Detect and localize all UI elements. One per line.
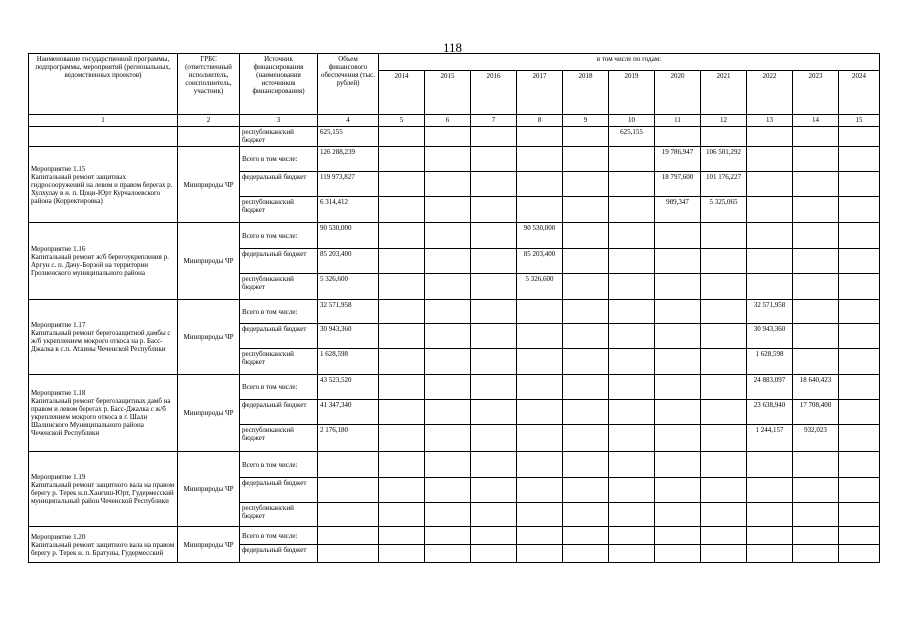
year-value-2023 (793, 249, 839, 274)
header-source: Источник финансирования (наименования источников финансирования) (240, 54, 318, 115)
year-value-2019 (609, 425, 655, 452)
year-value-2017 (517, 503, 563, 527)
funding-source: республиканский бюджет (240, 197, 318, 223)
year-value-2024 (839, 324, 880, 349)
header-year-2014: 2014 (379, 71, 425, 115)
funding-source: Всего в том числе: (240, 452, 318, 478)
year-value-2020: 19 786,947 (655, 147, 701, 172)
year-value-2017 (517, 425, 563, 452)
total-volume (318, 545, 379, 563)
year-value-2023 (793, 349, 839, 375)
year-value-2018 (563, 545, 609, 563)
table-row (29, 223, 880, 249)
year-value-2017: 90 530,000 (517, 223, 563, 249)
year-value-2021 (701, 400, 747, 425)
year-value-2023: 18 640,423 (793, 375, 839, 400)
year-value-2023 (793, 172, 839, 197)
total-volume: 85 203,400 (318, 249, 379, 274)
year-value-2014 (379, 249, 425, 274)
year-value-2022 (747, 274, 793, 300)
activity-name: Мероприятие 1.20 Капитальный ремонт защитного вала на правом берегу р. Терек н. п. Братуны, Гудермесский (29, 527, 178, 563)
year-value-2020 (655, 324, 701, 349)
total-volume: 5 326,600 (318, 274, 379, 300)
funding-source: федеральный бюджет (240, 400, 318, 425)
year-value-2017 (517, 527, 563, 545)
year-value-2024 (839, 478, 880, 503)
year-value-2018 (563, 172, 609, 197)
year-value-2019 (609, 545, 655, 563)
header-years-title: в том числе по годам: (379, 54, 880, 71)
year-value-2024 (839, 452, 880, 478)
year-value-2022 (747, 249, 793, 274)
header-volume: Объем финансового обеспечения (тыс. рублей) (318, 54, 379, 115)
year-value-2015 (425, 400, 471, 425)
funding-source: федеральный бюджет (240, 249, 318, 274)
year-value-2019 (609, 249, 655, 274)
year-value-2019 (609, 375, 655, 400)
funding-source: Всего в том числе: (240, 147, 318, 172)
year-value-2018 (563, 223, 609, 249)
header-name: Наименование государственной программы, подпрограммы, мероприятий (региональных, ведомственных проектов) (29, 54, 178, 115)
year-value-2024 (839, 147, 880, 172)
year-value-2015 (425, 127, 471, 147)
year-value-2018 (563, 197, 609, 223)
year-value-2016 (471, 400, 517, 425)
table-row (29, 127, 880, 147)
funding-source: федеральный бюджет (240, 545, 318, 563)
year-value-2021 (701, 527, 747, 545)
activity-name: Мероприятие 1.19 Капитальный ремонт защитного вала на правом берегу р. Терек н.п.Хангиш-Юрт, Гудермесский муниципальный район Чеченской Республики (29, 452, 178, 527)
grbs: Минприроды ЧР (178, 147, 240, 223)
year-value-2021 (701, 503, 747, 527)
header-year-2019: 2019 (609, 71, 655, 115)
year-value-2020 (655, 349, 701, 375)
year-value-2022: 24 883,097 (747, 375, 793, 400)
year-value-2014 (379, 324, 425, 349)
year-value-2019 (609, 147, 655, 172)
table-row (29, 527, 880, 545)
year-value-2020 (655, 375, 701, 400)
funding-source: республиканский бюджет (240, 349, 318, 375)
total-volume: 119 973,827 (318, 172, 379, 197)
year-value-2015 (425, 300, 471, 324)
column-number: 3 (240, 115, 318, 127)
year-value-2024 (839, 274, 880, 300)
year-value-2019 (609, 478, 655, 503)
year-value-2017 (517, 172, 563, 197)
year-value-2020 (655, 527, 701, 545)
year-value-2024 (839, 545, 880, 563)
year-value-2024 (839, 375, 880, 400)
year-value-2016 (471, 197, 517, 223)
year-value-2015 (425, 375, 471, 400)
year-value-2018 (563, 452, 609, 478)
year-value-2020 (655, 249, 701, 274)
year-value-2024 (839, 127, 880, 147)
year-value-2020 (655, 400, 701, 425)
year-value-2023 (793, 223, 839, 249)
year-value-2015 (425, 545, 471, 563)
year-value-2019 (609, 527, 655, 545)
year-value-2020 (655, 300, 701, 324)
column-number: 10 (609, 115, 655, 127)
year-value-2022: 1 628,598 (747, 349, 793, 375)
year-value-2023: 17 708,400 (793, 400, 839, 425)
year-value-2018 (563, 127, 609, 147)
year-value-2019 (609, 400, 655, 425)
year-value-2018 (563, 147, 609, 172)
year-value-2022 (747, 172, 793, 197)
column-number: 8 (517, 115, 563, 127)
year-value-2014 (379, 400, 425, 425)
year-value-2018 (563, 425, 609, 452)
year-value-2022 (747, 545, 793, 563)
year-value-2019 (609, 172, 655, 197)
year-value-2022: 1 244,157 (747, 425, 793, 452)
year-value-2020 (655, 425, 701, 452)
year-value-2014 (379, 197, 425, 223)
year-value-2014 (379, 478, 425, 503)
year-value-2021 (701, 425, 747, 452)
funding-source: Всего в том числе: (240, 300, 318, 324)
year-value-2019 (609, 349, 655, 375)
year-value-2024 (839, 400, 880, 425)
column-number: 1 (29, 115, 178, 127)
year-value-2015 (425, 324, 471, 349)
column-number: 4 (318, 115, 379, 127)
grbs (178, 127, 240, 147)
header-year-2022: 2022 (747, 71, 793, 115)
year-value-2024 (839, 223, 880, 249)
year-value-2017 (517, 375, 563, 400)
year-value-2018 (563, 375, 609, 400)
year-value-2021 (701, 452, 747, 478)
grbs: Минприроды ЧР (178, 375, 240, 452)
year-value-2020 (655, 503, 701, 527)
year-value-2017 (517, 400, 563, 425)
column-number: 5 (379, 115, 425, 127)
year-value-2021 (701, 545, 747, 563)
year-value-2019 (609, 300, 655, 324)
year-value-2022 (747, 147, 793, 172)
year-value-2021: 106 501,292 (701, 147, 747, 172)
funding-source: федеральный бюджет (240, 172, 318, 197)
year-value-2020: 18 797,600 (655, 172, 701, 197)
financing-table (28, 53, 880, 563)
header-year-2024: 2024 (839, 71, 880, 115)
year-value-2023: 932,023 (793, 425, 839, 452)
table-row (29, 375, 880, 400)
year-value-2017 (517, 324, 563, 349)
year-value-2023 (793, 478, 839, 503)
year-value-2017: 5 326,600 (517, 274, 563, 300)
page-number: 118 (442, 40, 463, 55)
table-row (29, 452, 880, 478)
year-value-2024 (839, 527, 880, 545)
header-year-2021: 2021 (701, 71, 747, 115)
year-value-2017 (517, 478, 563, 503)
year-value-2014 (379, 274, 425, 300)
year-value-2015 (425, 527, 471, 545)
year-value-2015 (425, 223, 471, 249)
funding-source: Всего в том числе: (240, 375, 318, 400)
year-value-2017 (517, 300, 563, 324)
year-value-2016 (471, 349, 517, 375)
total-volume: 90 530,000 (318, 223, 379, 249)
total-volume: 126 288,239 (318, 147, 379, 172)
year-value-2016 (471, 503, 517, 527)
year-value-2014 (379, 172, 425, 197)
year-value-2016 (471, 274, 517, 300)
year-value-2019: 625,155 (609, 127, 655, 147)
header-grbs: ГРБС (ответственный исполнитель, соисполнитель, участник) (178, 54, 240, 115)
year-value-2015 (425, 478, 471, 503)
year-value-2020 (655, 127, 701, 147)
year-value-2024 (839, 300, 880, 324)
table-row (29, 300, 880, 324)
year-value-2016 (471, 249, 517, 274)
year-value-2016 (471, 223, 517, 249)
year-value-2016 (471, 425, 517, 452)
total-volume: 1 628,598 (318, 349, 379, 375)
year-value-2015 (425, 197, 471, 223)
total-volume: 41 347,340 (318, 400, 379, 425)
year-value-2014 (379, 503, 425, 527)
year-value-2017 (517, 545, 563, 563)
year-value-2023 (793, 452, 839, 478)
year-value-2023 (793, 197, 839, 223)
year-value-2016 (471, 172, 517, 197)
year-value-2017 (517, 197, 563, 223)
year-value-2016 (471, 452, 517, 478)
grbs: Минприроды ЧР (178, 452, 240, 527)
year-value-2022: 30 943,360 (747, 324, 793, 349)
year-value-2016 (471, 478, 517, 503)
header-year-2017: 2017 (517, 71, 563, 115)
year-value-2014 (379, 147, 425, 172)
year-value-2023 (793, 274, 839, 300)
year-value-2021 (701, 324, 747, 349)
year-value-2023 (793, 147, 839, 172)
year-value-2021 (701, 223, 747, 249)
year-value-2019 (609, 324, 655, 349)
column-number: 11 (655, 115, 701, 127)
year-value-2022: 23 638,940 (747, 400, 793, 425)
year-value-2023 (793, 503, 839, 527)
year-value-2022: 32 571,958 (747, 300, 793, 324)
year-value-2016 (471, 300, 517, 324)
header-year-2018: 2018 (563, 71, 609, 115)
year-value-2016 (471, 375, 517, 400)
year-value-2014 (379, 375, 425, 400)
year-value-2022 (747, 478, 793, 503)
year-value-2024 (839, 197, 880, 223)
year-value-2019 (609, 503, 655, 527)
year-value-2015 (425, 249, 471, 274)
year-value-2018 (563, 478, 609, 503)
year-value-2015 (425, 425, 471, 452)
year-value-2024 (839, 172, 880, 197)
year-value-2017: 85 203,400 (517, 249, 563, 274)
total-volume: 32 571,958 (318, 300, 379, 324)
activity-name: Мероприятие 1.18 Капитальный ремонт берегозащитных дамб на правом и левом берегах р. Басс-Джалка с ж/б укреплением мокрого откоса в г. Шали Шалинского Муниципального района Чеченской Республики (29, 375, 178, 452)
year-value-2021 (701, 375, 747, 400)
total-volume (318, 503, 379, 527)
header-year-2023: 2023 (793, 71, 839, 115)
funding-source: республиканский бюджет (240, 503, 318, 527)
year-value-2023 (793, 127, 839, 147)
year-value-2021 (701, 478, 747, 503)
year-value-2021 (701, 349, 747, 375)
year-value-2024 (839, 503, 880, 527)
year-value-2015 (425, 452, 471, 478)
year-value-2022 (747, 223, 793, 249)
year-value-2019 (609, 197, 655, 223)
year-value-2024 (839, 249, 880, 274)
column-number: 2 (178, 115, 240, 127)
year-value-2015 (425, 349, 471, 375)
header-year-2015: 2015 (425, 71, 471, 115)
year-value-2020 (655, 452, 701, 478)
funding-source: республиканский бюджет (240, 274, 318, 300)
grbs: Минприроды ЧР (178, 527, 240, 563)
year-value-2020 (655, 223, 701, 249)
funding-source: Всего в том числе: (240, 527, 318, 545)
total-volume (318, 452, 379, 478)
grbs: Минприроды ЧР (178, 300, 240, 375)
year-value-2018 (563, 274, 609, 300)
activity-name: Мероприятие 1.17 Капитальный ремонт берегозащитной дамбы с ж/б укреплением мокрого откоса на р. Басс-Джалка в с.п. Атаины Чеченской Республики (29, 300, 178, 375)
column-number: 9 (563, 115, 609, 127)
year-value-2020: 989,347 (655, 197, 701, 223)
year-value-2014 (379, 223, 425, 249)
year-value-2022 (747, 127, 793, 147)
year-value-2016 (471, 127, 517, 147)
total-volume (318, 527, 379, 545)
column-number: 6 (425, 115, 471, 127)
year-value-2016 (471, 527, 517, 545)
total-volume: 6 314,412 (318, 197, 379, 223)
year-value-2019 (609, 274, 655, 300)
year-value-2023 (793, 300, 839, 324)
funding-source: республиканский бюджет (240, 127, 318, 147)
year-value-2019 (609, 452, 655, 478)
year-value-2017 (517, 147, 563, 172)
year-value-2022 (747, 527, 793, 545)
year-value-2024 (839, 349, 880, 375)
activity-name: Мероприятие 1.16 Капитальный ремонт ж/б берегоукрепления р. Аргун с. п. Дачу-Борзой на территории Грозненского муниципального района (29, 223, 178, 300)
year-value-2017 (517, 349, 563, 375)
funding-source: республиканский бюджет (240, 425, 318, 452)
header-year-2016: 2016 (471, 71, 517, 115)
year-value-2021: 101 176,227 (701, 172, 747, 197)
grbs: Минприроды ЧР (178, 223, 240, 300)
year-value-2021 (701, 249, 747, 274)
funding-source: Всего в том числе: (240, 223, 318, 249)
activity-name (29, 127, 178, 147)
year-value-2021 (701, 274, 747, 300)
year-value-2015 (425, 503, 471, 527)
year-value-2018 (563, 300, 609, 324)
year-value-2019 (609, 223, 655, 249)
year-value-2014 (379, 300, 425, 324)
funding-source: федеральный бюджет (240, 478, 318, 503)
column-number: 12 (701, 115, 747, 127)
year-value-2014 (379, 425, 425, 452)
column-number: 15 (839, 115, 880, 127)
column-number: 7 (471, 115, 517, 127)
year-value-2021: 5 325,065 (701, 197, 747, 223)
year-value-2018 (563, 503, 609, 527)
year-value-2023 (793, 324, 839, 349)
total-volume: 2 176,180 (318, 425, 379, 452)
year-value-2024 (839, 425, 880, 452)
year-value-2021 (701, 300, 747, 324)
year-value-2016 (471, 147, 517, 172)
year-value-2018 (563, 349, 609, 375)
year-value-2014 (379, 452, 425, 478)
column-number: 13 (747, 115, 793, 127)
year-value-2023 (793, 545, 839, 563)
total-volume: 30 943,360 (318, 324, 379, 349)
year-value-2015 (425, 147, 471, 172)
year-value-2022 (747, 503, 793, 527)
year-value-2022 (747, 452, 793, 478)
year-value-2018 (563, 249, 609, 274)
year-value-2017 (517, 127, 563, 147)
year-value-2022 (747, 197, 793, 223)
year-value-2016 (471, 545, 517, 563)
table-row (29, 147, 880, 172)
header-year-2020: 2020 (655, 71, 701, 115)
total-volume (318, 478, 379, 503)
year-value-2014 (379, 527, 425, 545)
year-value-2017 (517, 452, 563, 478)
year-value-2018 (563, 400, 609, 425)
year-value-2016 (471, 324, 517, 349)
year-value-2014 (379, 349, 425, 375)
activity-name: Мероприятие 1.15 Капитальный ремонт защитных гидросооружений на левом и правом берегах р. Хулхулау в н. п. Цоци-Юрт Курчалоевского района (Корректировка) (29, 147, 178, 223)
year-value-2014 (379, 127, 425, 147)
year-value-2015 (425, 172, 471, 197)
year-value-2023 (793, 527, 839, 545)
year-value-2021 (701, 127, 747, 147)
total-volume: 625,155 (318, 127, 379, 147)
year-value-2014 (379, 545, 425, 563)
year-value-2018 (563, 527, 609, 545)
column-number: 14 (793, 115, 839, 127)
year-value-2020 (655, 478, 701, 503)
funding-source: федеральный бюджет (240, 324, 318, 349)
year-value-2020 (655, 545, 701, 563)
year-value-2020 (655, 274, 701, 300)
year-value-2015 (425, 274, 471, 300)
total-volume: 43 523,520 (318, 375, 379, 400)
year-value-2018 (563, 324, 609, 349)
